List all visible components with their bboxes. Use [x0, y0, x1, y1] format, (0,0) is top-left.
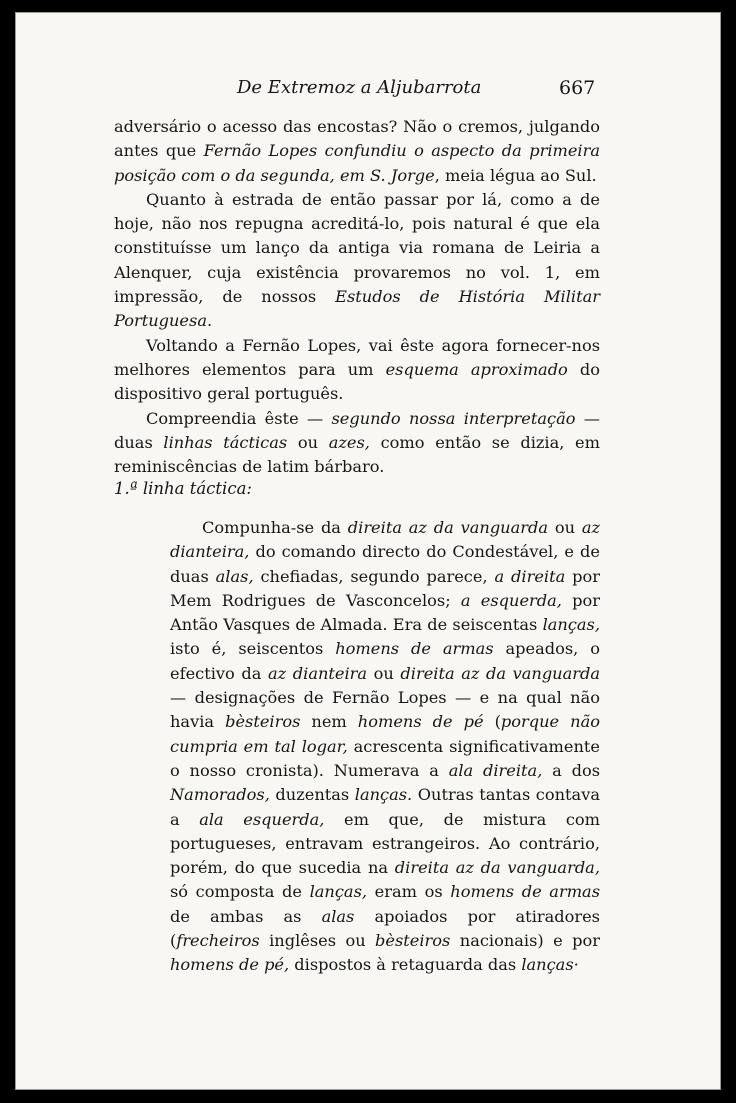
section-heading: 1.ª linha táctica:	[114, 479, 252, 498]
text-run: acrescenta significativamente o nosso cronista). Numerava a	[170, 736, 600, 780]
paragraph-2	[114, 188, 600, 334]
text-run: Compunha-se da	[202, 518, 348, 537]
book-page	[15, 12, 721, 1090]
text-run: só composta de	[170, 882, 310, 902]
italic-run: lanças·	[521, 955, 579, 975]
text-run: ou	[287, 432, 329, 452]
italic-run: Namorados,	[170, 785, 270, 805]
italic-run: Estudos de História Militar Portuguesa	[114, 287, 600, 331]
italic-run: linhas tácticas	[163, 432, 288, 452]
page-number: 667	[559, 77, 596, 99]
text-run: , meia légua ao Sul.	[434, 165, 597, 185]
italic-run: Fernão Lopes confundiu o aspecto da primeira posição com o da segunda, em S. Jorge	[114, 141, 600, 185]
text-run: ou	[548, 518, 582, 537]
italic-run: porque não cumpria em tal logar,	[170, 712, 600, 756]
text-run: de ambas as	[170, 906, 322, 926]
italic-run: ala esquerda,	[199, 809, 325, 829]
paragraph-1	[114, 115, 600, 188]
italic-run: frecheiros	[176, 931, 260, 951]
italic-run: lanças.	[354, 785, 413, 805]
text-run: por Mem Rodrigues de Vasconcelos;	[170, 566, 600, 610]
text-run: Quanto à estrada de então passar por lá, como a de hoje, não nos repugna acreditá-lo, pois natural é que ela constituísse um lanço da antiga via romana de Leiria a Alenquer, cuja existência provaremos no vol. 1, em impressão, de nossos	[114, 189, 600, 307]
text-run: eram os	[367, 882, 451, 902]
paragraph-4	[114, 407, 600, 480]
italic-run: a direita	[494, 566, 566, 586]
text-run: duzentas	[269, 785, 355, 805]
italic-run: az dianteira	[268, 663, 368, 683]
text-run: a dos	[542, 760, 601, 780]
text-run: chefiadas, segundo parece,	[253, 566, 495, 586]
running-title: De Extremoz a Aljubarrota	[237, 77, 482, 98]
text-run: dispostos à retaguarda das	[289, 955, 522, 975]
indented-block	[170, 516, 600, 978]
text-run: do comando directo do Condestável, e de duas	[170, 542, 600, 586]
text-run: (	[483, 712, 501, 732]
text-run: como então se dizia, em reminiscências de latim bárbaro.	[114, 432, 600, 477]
text-run: ou	[367, 663, 401, 683]
text-run: — duas	[114, 408, 600, 452]
italic-run: homens de pé	[357, 712, 484, 732]
text-run: apeados, o efectivo da	[170, 639, 601, 683]
italic-run: esquema aproximado	[385, 359, 568, 379]
italic-run: direita az da vanguarda,	[394, 858, 600, 878]
text-run: por Antão Vasques de Almada. Era de seiscentas	[170, 590, 600, 635]
italic-run: azes,	[328, 432, 370, 452]
italic-run: ala direita,	[448, 760, 543, 780]
text-run: apoiados por atiradores (	[170, 906, 600, 951]
paragraph-3	[114, 334, 600, 407]
italic-run: a esquerda,	[460, 590, 562, 610]
text-run: Voltando a Fernão Lopes, vai êste agora fornecer-nos melhores elementos para um	[114, 335, 600, 379]
italic-run: segundo nossa interpretação	[331, 408, 576, 428]
italic-run: bèsteiros	[225, 712, 301, 732]
text-run: em que, de mistura com portugueses, entravam estrangeiros. Ao contrário, porém, do que sucedia na	[170, 809, 600, 878]
italic-run: homens de pé,	[170, 955, 290, 975]
text-run: Compreendia êste —	[146, 408, 332, 428]
italic-run: lanças,	[542, 615, 600, 635]
text-run: inglêses ou	[259, 931, 376, 951]
italic-run: direita az da vanguarda	[347, 518, 549, 537]
text-run: do dispositivo geral português.	[114, 359, 600, 404]
block-paragraph	[170, 516, 600, 978]
text-run: nacionais) e por	[450, 931, 600, 951]
italic-run: alas,	[215, 566, 254, 586]
text-run: — designações de Fernão Lopes — e na qual não havia	[170, 688, 600, 732]
italic-run: lanças,	[309, 882, 368, 902]
italic-run: alas	[321, 906, 355, 926]
text-run: Outras tantas contava a	[170, 785, 600, 829]
text-run: .	[206, 311, 213, 331]
text-run: isto é, seiscentos	[170, 639, 336, 659]
page-header	[16, 77, 720, 103]
italic-run: homens de armas	[335, 639, 494, 659]
body-text	[114, 115, 600, 479]
italic-run: homens de armas	[450, 882, 600, 902]
text-run: adversário o acesso das encostas? Não o cremos, julgando antes que	[114, 117, 600, 161]
italic-run: bèsteiros	[375, 931, 451, 951]
text-run: nem	[300, 712, 358, 732]
italic-run: az dianteira,	[170, 518, 601, 562]
italic-run: direita az da vanguarda	[400, 663, 601, 683]
